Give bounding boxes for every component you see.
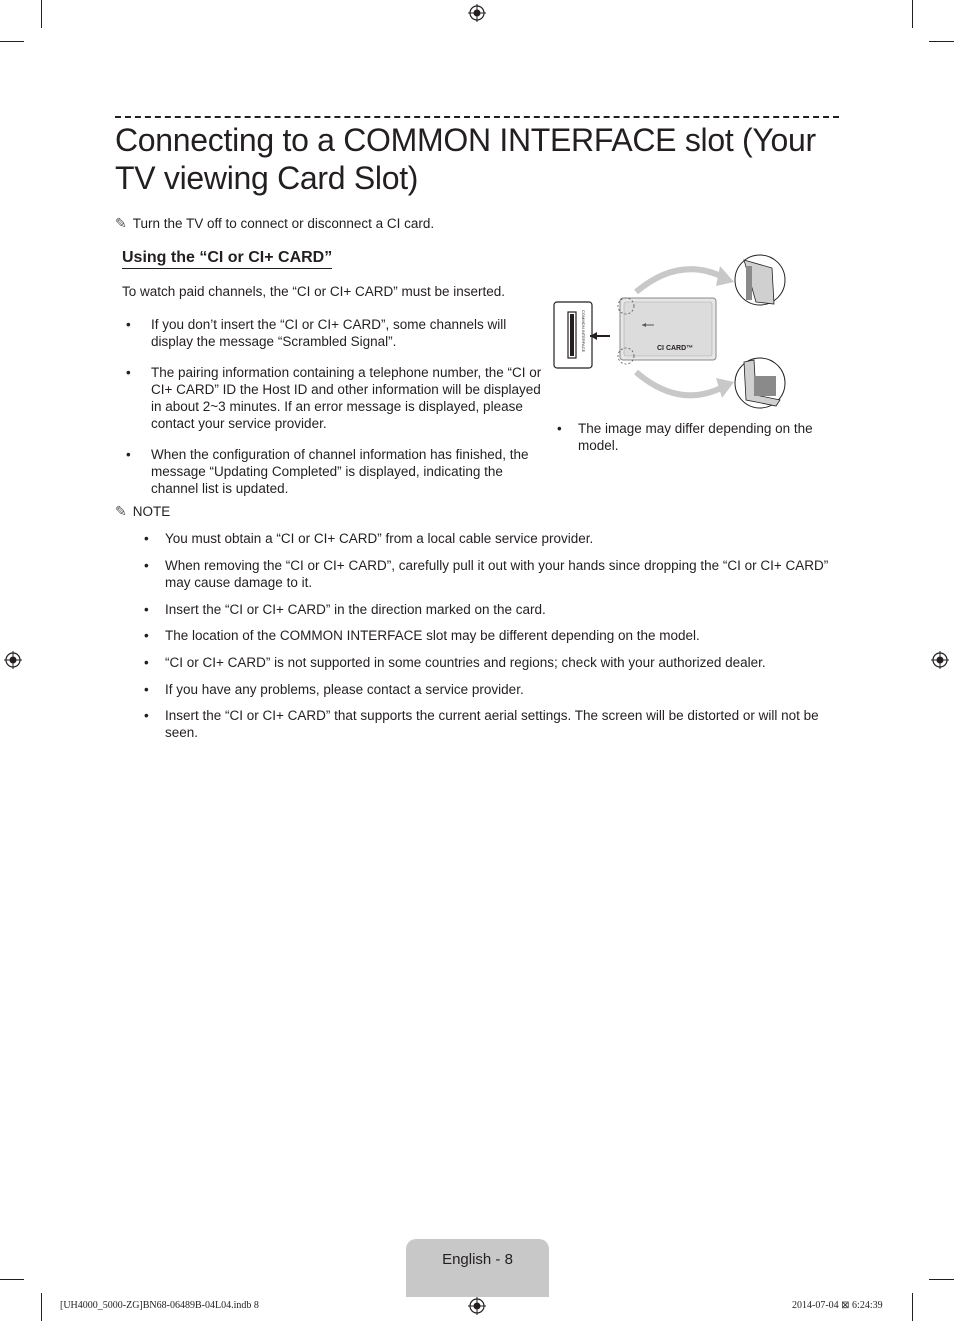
list-item: • Insert the “CI or CI+ CARD” in the direction marked on the card. [144,601,844,619]
list-item-text: “CI or CI+ CARD” is not supported in some countries and regions; check with your authorized dealer. [165,655,766,670]
list-item-text: Insert the “CI or CI+ CARD” in the direction marked on the card. [165,602,546,617]
pencil-icon: ✎ [115,215,127,231]
dashed-rule [115,116,839,118]
list-item: • If you don’t insert the “CI or CI+ CARD”, some channels will display the message “Scrambled Signal”. [126,316,546,356]
print-slug-right: 2014-07-04 ⊠ 6:24:39 [792,1300,883,1311]
registration-mark-icon [4,651,22,669]
crop-mark [0,41,24,42]
list-item: • You must obtain a “CI or CI+ CARD” from a local cable service provider. [144,530,844,548]
list-item-text: When the configuration of channel information has finished, the message “Updating Completed” is displayed, indicating the channel list is updated. [151,447,529,496]
card-label: CI CARD™ [657,345,694,352]
print-slug-left: [UH4000_5000-ZG]BN68-06489B-04L04.indb 8 [60,1300,259,1311]
crop-mark [929,41,954,42]
figure-caption-text: The image may differ depending on the model. [578,421,813,453]
figure-caption: • The image may differ depending on the model. [557,420,837,460]
list-item: • When removing the “CI or CI+ CARD”, carefully pull it out with your hands since dropping the “CI or CI+ CARD” may cause damage to it. [144,557,844,593]
registration-mark-icon [468,1297,486,1315]
list-item: • Insert the “CI or CI+ CARD” that supports the current aerial settings. The screen will be distorted or will not be seen. [144,707,844,743]
top-note [115,215,434,232]
list-item: • If you have any problems, please contact a service provider. [144,681,844,699]
registration-mark-icon [468,4,486,22]
registration-mark-icon [931,651,949,669]
note-heading-text: NOTE [132,504,171,519]
page-number: English - 8 [442,1251,513,1268]
list-item: • “CI or CI+ CARD” is not supported in some countries and regions; check with your authorized dealer. [144,654,844,672]
list-item-text: You must obtain a “CI or CI+ CARD” from a local cable service provider. [165,531,594,546]
list-item-text: The pairing information containing a telephone number, the “CI or CI+ CARD” ID the Host ID and other information will be displayed in about 2~3 minutes. If an error message is displayed, please contact your service provider. [151,365,542,431]
list-item-text: The location of the COMMON INTERFACE slot may be different depending on the model. [165,628,700,643]
note-heading [115,503,170,520]
crop-mark [41,0,42,28]
list-item-text: When removing the “CI or CI+ CARD”, carefully pull it out with your hands since dropping the “CI or CI+ CARD” may cause damage to it. [165,558,829,590]
section-heading: Using the “CI or CI+ CARD” [122,249,332,269]
top-note-text: Turn the TV off to connect or disconnect a CI card. [132,216,435,231]
list-item: • The location of the COMMON INTERFACE slot may be different depending on the model. [144,627,844,645]
list-item: • The pairing information containing a telephone number, the “CI or CI+ CARD” ID the Host ID and other information will be displayed in about 2~3 minutes. If an error message is displayed, please contact your service provider. [126,364,546,434]
intro-text: To watch paid channels, the “CI or CI+ CARD” must be inserted. [122,284,506,299]
list-item-text: If you don’t insert the “CI or CI+ CARD”, some channels will display the message “Scrambled Signal”. [151,317,507,349]
crop-mark [41,1293,42,1321]
list-item-text: If you have any problems, please contact a service provider. [165,682,524,697]
page-title: Connecting to a COMMON INTERFACE slot (Your TV viewing Card Slot) [115,122,816,196]
crop-mark [929,1279,954,1280]
crop-mark [912,1293,913,1321]
crop-mark [0,1279,24,1280]
page-number-tab [406,1239,549,1297]
crop-mark [912,0,913,28]
pencil-icon: ✎ [115,503,127,519]
slot-label: COMMON INTERFACE [581,310,586,353]
list-item-text: Insert the “CI or CI+ CARD” that supports the current aerial settings. The screen will be distorted or will not be seen. [165,708,819,740]
ci-card-illustration [550,250,790,415]
list-item: • When the configuration of channel information has finished, the message “Updating Completed” is displayed, indicating the channel list is updated. [126,446,546,498]
